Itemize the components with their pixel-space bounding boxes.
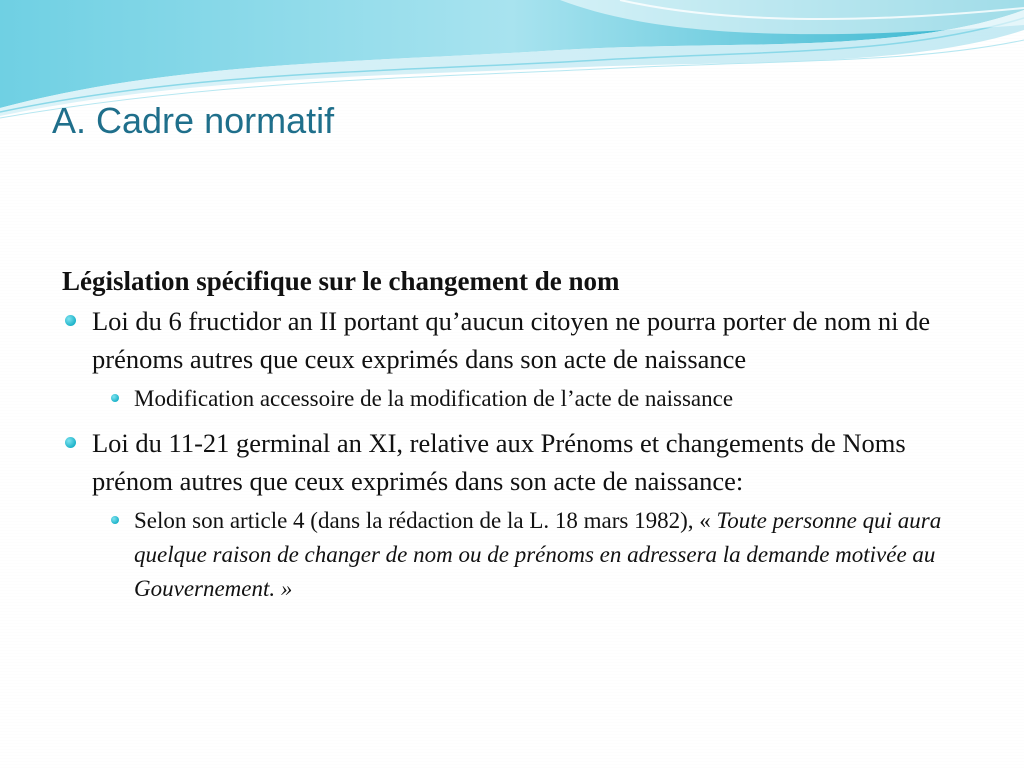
quote-text: Toute personne qui aura quelque raison de changer de nom ou de prénoms en adressera la demande motivée au Gouvernement. »: [134, 508, 942, 601]
bullet-dot-icon: [111, 394, 119, 402]
list-item: [62, 424, 972, 500]
section-heading: Législation spécifique sur le changement de nom: [62, 266, 620, 296]
sub-list-item-text: Selon son article 4 (dans la rédaction de la L. 18 mars 1982), «: [134, 508, 717, 533]
list-item-text: Loi du 6 fructidor an II portant qu’aucun citoyen ne pourra porter de nom ni de prénoms autres que ceux exprimés dans son acte de naissance: [92, 306, 931, 374]
sub-list-item-text: Modification accessoire de la modification de l’acte de naissance: [134, 386, 734, 411]
bullet-dot-icon: [65, 437, 76, 448]
list-item-text: Loi du 11-21 germinal an XI, relative aux Prénoms et changements de Noms prénom autres que ceux exprimés dans son acte de naissance:: [92, 428, 906, 496]
slide-title: A. Cadre normatif: [52, 100, 335, 141]
slide-content: [62, 262, 972, 614]
bullet-dot-icon: [65, 315, 76, 326]
sub-list-item: [62, 382, 972, 416]
list-item: [62, 302, 972, 378]
bullet-dot-icon: [111, 516, 119, 524]
sub-list-item: [62, 504, 972, 606]
